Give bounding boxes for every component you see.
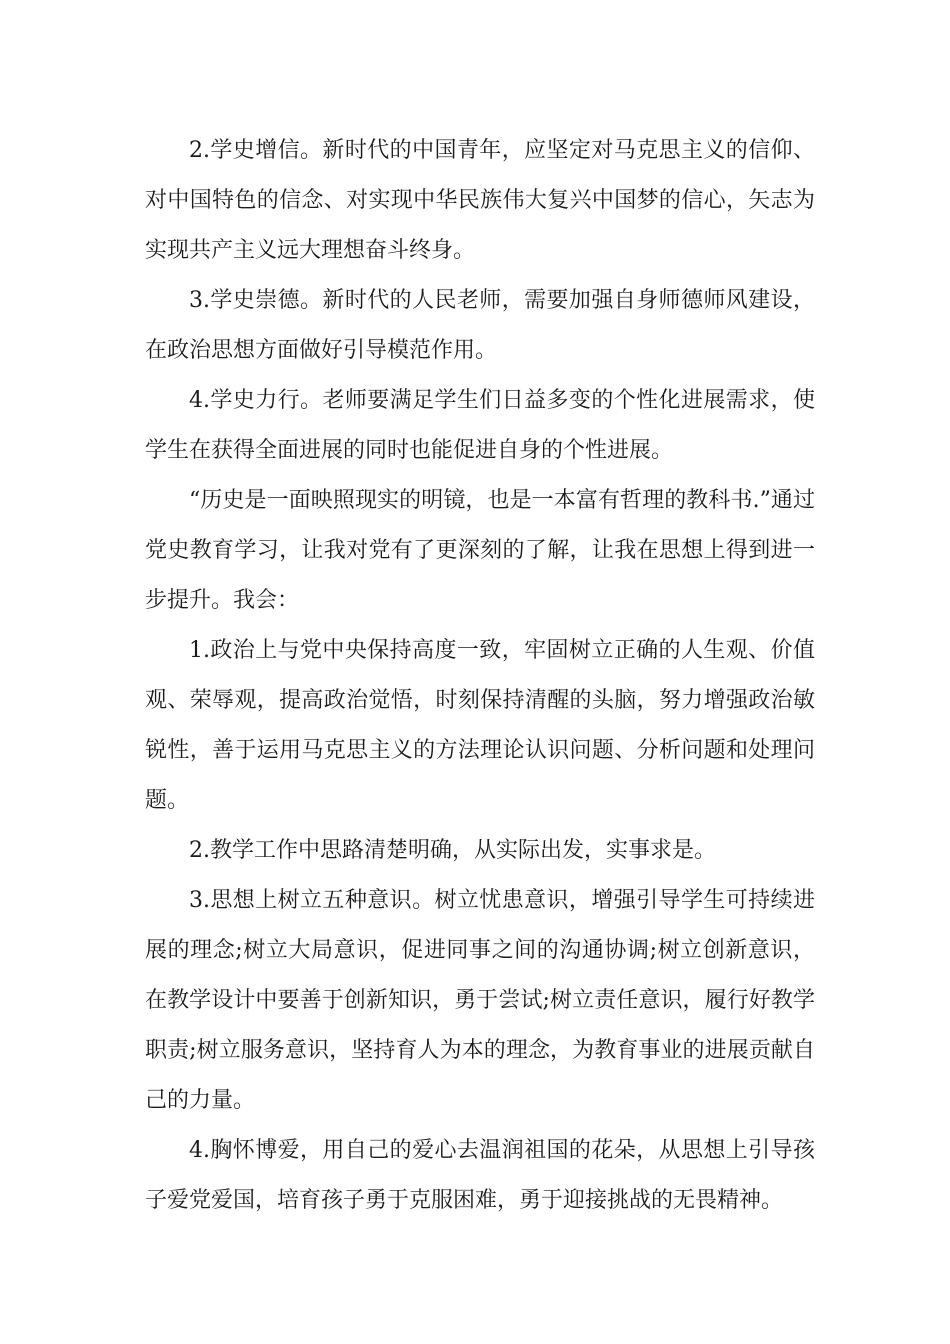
paragraph-1: 2.学史增信。新时代的中国青年，应坚定对马克思主义的信仰、对中国特色的信念、对实现中华民族伟大复兴中国梦的信心，矢志为实现共产主义远大理想奋斗终身。 bbox=[145, 138, 815, 263]
paragraph-4: “历史是一面映照现实的明镜，也是一本富有哲理的教科书.”通过党史教育学习，让我对党有了更深刻的了解，让我在思想上得到进一步提升。我会： bbox=[145, 488, 815, 613]
paragraph-2: 3.学史崇德。新时代的人民老师，需要加强自身师德师风建设，在政治思想方面做好引导模范作用。 bbox=[145, 288, 815, 363]
paragraph-3: 4.学史力行。老师要满足学生们日益多变的个性化进展需求，使学生在获得全面进展的同时也能促进自身的个性进展。 bbox=[145, 388, 815, 463]
paragraph-6: 2.教学工作中思路清楚明确，从实际出发，实事求是。 bbox=[189, 838, 716, 863]
paragraph-8: 4.胸怀博爱，用自己的爱心去温润祖国的花朵，从思想上引导孩子爱党爱国，培育孩子勇于克服困难，勇于迎接挑战的无畏精神。 bbox=[145, 1138, 815, 1213]
document-body bbox=[145, 126, 815, 1226]
paragraph-7: 3.思想上树立五种意识。树立忧患意识，增强引导学生可持续进展的理念;树立大局意识，促进同事之间的沟通协调;树立创新意识，在教学设计中要善于创新知识，勇于尝试;树立责任意识，履行好教学职责;树立服务意识，坚持育人为本的理念，为教育事业的进展贡献自己的力量。 bbox=[145, 888, 815, 1113]
paragraph-5: 1.政治上与党中央保持高度一致，牢固树立正确的人生观、价值观、荣辱观，提高政治觉悟，时刻保持清醒的头脑，努力增强政治敏锐性，善于运用马克思主义的方法理论认识问题、分析问题和处理问题。 bbox=[145, 638, 815, 813]
